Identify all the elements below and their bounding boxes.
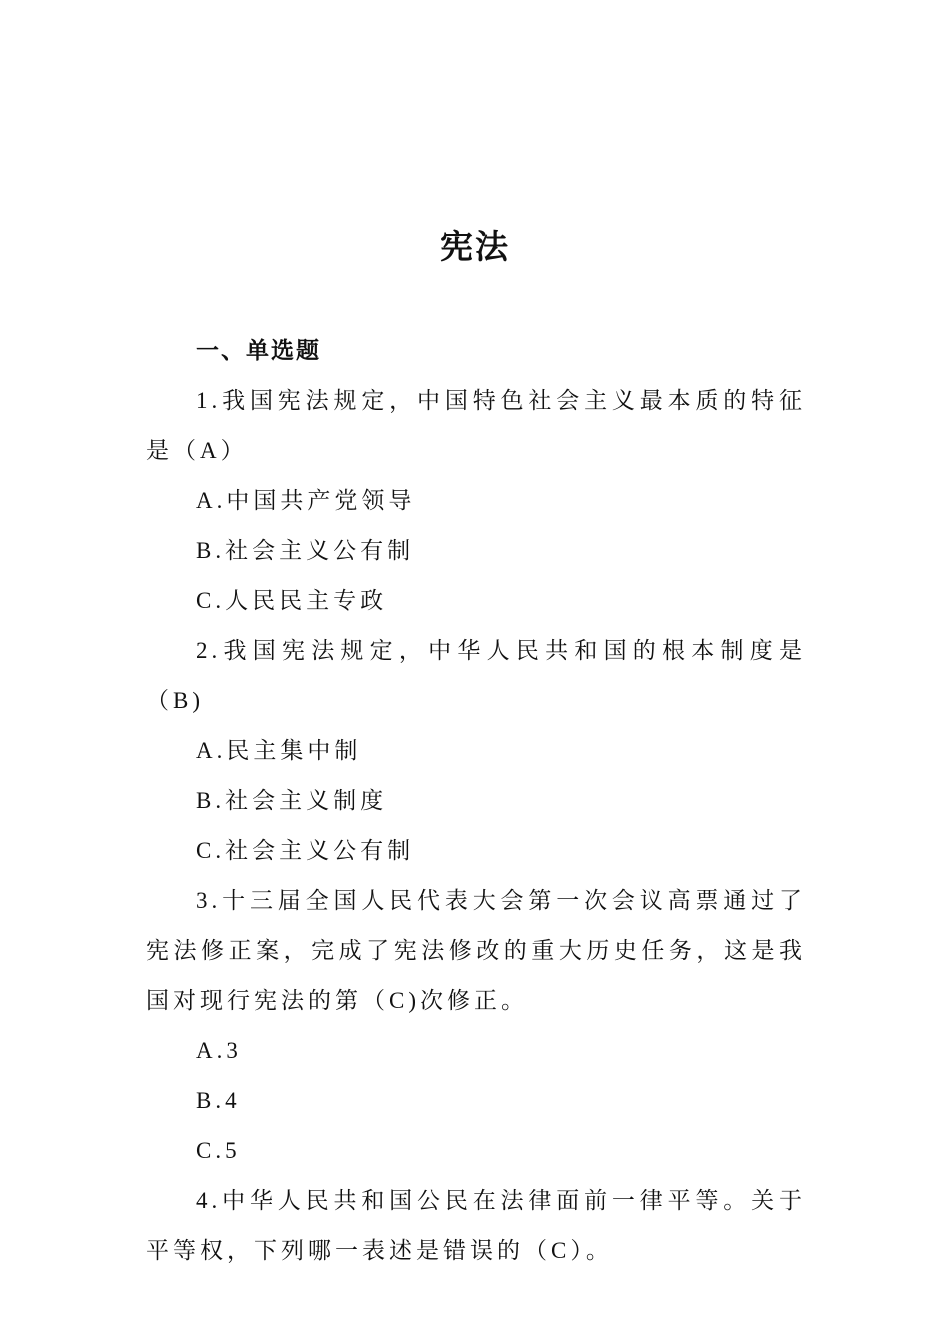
- question-3-option-c: C.5: [196, 1138, 241, 1163]
- question-2-option-b: B.社会主义制度: [196, 788, 388, 813]
- document-body: [146, 326, 806, 1276]
- question-1-option-c: C.人民民主专政: [196, 588, 388, 613]
- document-title: 宪法: [440, 230, 510, 266]
- question-2-option-a: A.民主集中制: [196, 738, 362, 763]
- question-3-option-a: A.3: [196, 1038, 242, 1063]
- question-1-stem: 1.我国宪法规定，中国特色社会主义最本质的特征是（A）: [146, 388, 806, 463]
- question-1-option-b: B.社会主义公有制: [196, 538, 415, 563]
- question-1-option-a: A.中国共产党领导: [196, 488, 416, 513]
- question-2-option-c: C.社会主义公有制: [196, 838, 415, 863]
- question-2-stem: 2.我国宪法规定，中华人民共和国的根本制度是（B): [146, 638, 806, 713]
- section-heading: 一、单选题: [196, 338, 321, 363]
- question-3-option-b: B.4: [196, 1088, 241, 1113]
- question-4-stem: 4.中华人民共和国公民在法律面前一律平等。关于平等权，下列哪一表述是错误的（C）。: [146, 1188, 806, 1263]
- question-3-stem: 3.十三届全国人民代表大会第一次会议高票通过了宪法修正案，完成了宪法修改的重大历史任务，这是我国对现行宪法的第（C)次修正。: [146, 888, 806, 1013]
